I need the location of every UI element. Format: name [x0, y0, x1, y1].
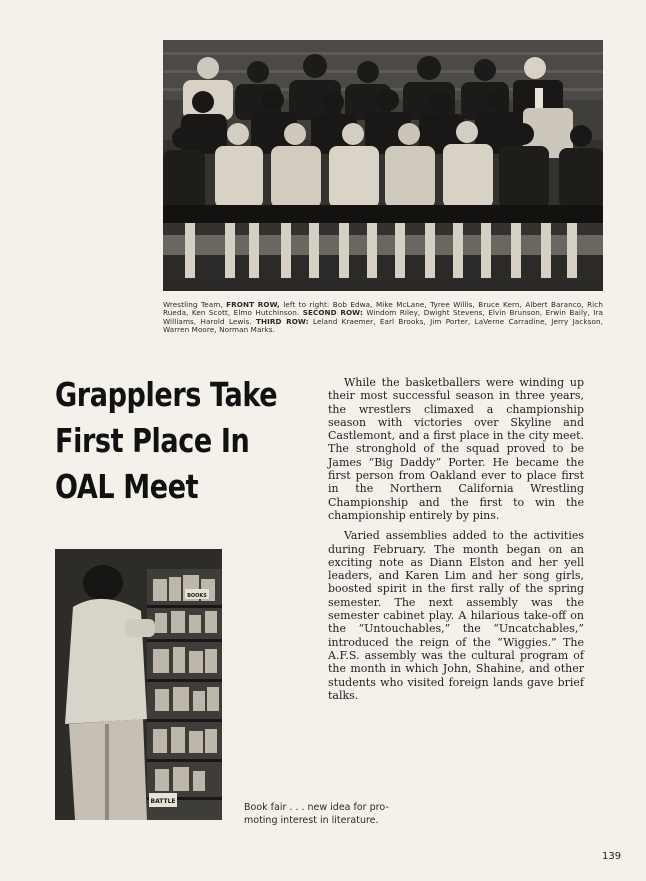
- body-paragraph-2: Varied assemblies added to the activities during February. The month began on an exciting note as Diann Elston and her yell leaders, and Karen Lim and her song girls, boosted spirit in the first rally of the spring semester. The next assembly was the semester cabinet play. A hilarious take-off on the “Untouchables,” the “Uncatchables,” introduced the reign of the “Wiggies.” The A.F.S. assembly was the cultural program of the month in which John, Shahine, and other students who visited foreign lands gave brief talks.: [328, 529, 584, 702]
- headline-line-1: Grapplers Take: [55, 375, 278, 414]
- book-fair-photo: [55, 549, 222, 820]
- book-fair-caption: [244, 801, 444, 827]
- caption-second-row-names: Windom Riley, Dwight Stevens, Elvin Brunson, Erwin Baily, Ira Williams, Harold Lewis.: [163, 308, 604, 326]
- caption-intro: Wrestling Team,: [163, 300, 223, 309]
- book-fair-photo-image: [55, 549, 222, 820]
- fair-caption-line-1: Book fair . . . new idea for pro-: [244, 802, 389, 813]
- battle-book-sign: BATTLE: [150, 798, 176, 805]
- article-body: [328, 376, 584, 709]
- wrestling-team-photo: [163, 40, 603, 291]
- caption-second-row-label: SECOND ROW:: [302, 308, 363, 318]
- team-photo-caption: [163, 301, 603, 334]
- caption-third-row-names: Leland Kraemer, Earl Brooks, Jim Porter, LaVerne Carradine, Jerry Jackson, Warren Moore, Norman Marks.: [163, 316, 604, 334]
- caption-third-row-label: THIRD ROW:: [256, 316, 309, 326]
- article-headline: [55, 372, 278, 510]
- headline-line-2: First Place In: [55, 421, 250, 460]
- caption-front-row-label: FRONT ROW,: [226, 300, 280, 309]
- headline-line-3: OAL Meet: [55, 467, 199, 506]
- page-number: 139: [602, 851, 622, 862]
- wrestling-team-photo-image: [163, 40, 603, 291]
- body-paragraph-1: While the basketballers were winding up their most successful season in three years, the wrestlers climaxed a championship season with victories over Skyline and Castlemont, and a first place in the city meet. The stronghold of the squad proved to be James “Big Daddy” Porter. He became the first person from Oakland ever to place first in the Northern California Wrestling Championship and the first to win the championship entirely by pins.: [328, 376, 584, 522]
- books-sign: BOOKS: [187, 593, 207, 599]
- fair-caption-line-2: moting interest in literature.: [244, 815, 379, 826]
- caption-front-row-names: left to right: Bob Edwa, Mike McLane, Tyree Willis, Bruce Kern, Albert Baranco, Rich Rueda, Ken Scott, Elmo Hutchinson.: [163, 300, 603, 318]
